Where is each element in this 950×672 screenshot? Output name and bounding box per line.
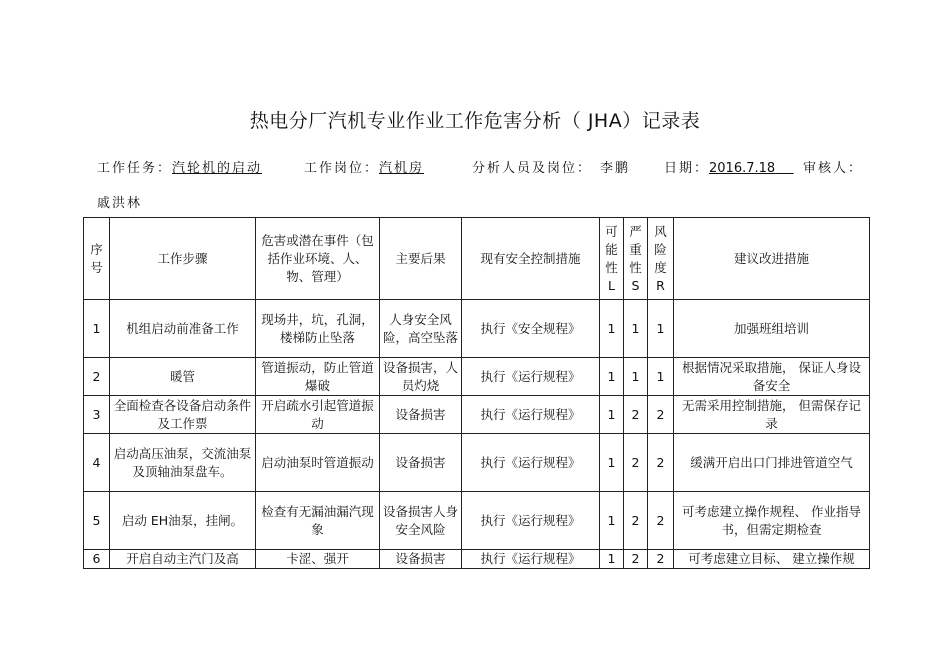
cell-likelihood: 1 (600, 358, 624, 396)
cell-consequence: 人身安全风险，高空坠落 (380, 300, 462, 358)
table-row (84, 492, 870, 550)
header-likelihood: 可能性L (600, 218, 624, 300)
cell-likelihood: 1 (600, 492, 624, 550)
cell-step: 启动高压油泵，交流油泵及顶轴油泵盘车。 (110, 434, 256, 492)
cell-hazard: 卡涩、强开 (256, 550, 380, 569)
cell-risk: 2 (648, 550, 674, 569)
table-row (84, 300, 870, 358)
task-label: 工作任务： (97, 161, 173, 176)
analyst-label: 分析人员及岗位： (472, 161, 593, 176)
cell-measures: 执行《运行规程》 (462, 396, 600, 434)
cell-seq: 2 (84, 358, 110, 396)
meta-analyst (472, 157, 630, 176)
cell-measures: 执行《运行规程》 (462, 492, 600, 550)
cell-seq: 4 (84, 434, 110, 492)
cell-suggest: 根据情况采取措施， 保证人身设备安全 (674, 358, 870, 396)
cell-severity: 2 (624, 396, 648, 434)
header-hazard: 危害或潜在事件（包括作业环境、人、物、管理） (256, 218, 380, 300)
header-step: 工作步骤 (110, 218, 256, 300)
date-value: 2016.7.18 (709, 161, 776, 176)
analyst-value: 李鹏 (600, 161, 631, 176)
date-label: 日期： (664, 161, 710, 176)
cell-suggest: 可考虑建立目标、 建立操作规 (674, 550, 870, 569)
cell-step: 开启自动主汽门及高 (110, 550, 256, 569)
cell-hazard: 管道振动，防止管道爆破 (256, 358, 380, 396)
header-severity: 严重性S (624, 218, 648, 300)
cell-seq: 6 (84, 550, 110, 569)
cell-suggest: 无需采用控制措施， 但需保存记录 (674, 396, 870, 434)
cell-severity: 1 (624, 358, 648, 396)
table-row (84, 396, 870, 434)
cell-seq: 1 (84, 300, 110, 358)
cell-consequence: 设备损害人身安全风险 (380, 492, 462, 550)
meta-task (97, 157, 262, 176)
meta-reviewer-label: 审核人： (803, 161, 864, 176)
cell-likelihood: 1 (600, 434, 624, 492)
cell-consequence: 设备损害，人员灼烧 (380, 358, 462, 396)
cell-consequence: 设备损害 (380, 434, 462, 492)
header-suggest: 建议改进措施 (674, 218, 870, 300)
post-label: 工作岗位： (304, 161, 380, 176)
cell-consequence: 设备损害 (380, 550, 462, 569)
cell-risk: 2 (648, 396, 674, 434)
cell-suggest: 加强班组培训 (674, 300, 870, 358)
cell-likelihood: 1 (600, 550, 624, 569)
header-measures: 现有安全控制措施 (462, 218, 600, 300)
cell-severity: 2 (624, 434, 648, 492)
cell-risk: 2 (648, 434, 674, 492)
cell-step: 机组启动前准备工作 (110, 300, 256, 358)
table-row (84, 358, 870, 396)
meta-post (304, 157, 424, 176)
cell-measures: 执行《运行规程》 (462, 550, 600, 569)
jha-table (83, 217, 870, 569)
cell-suggest: 可考虑建立操作规程、 作业指导书，但需定期检查 (674, 492, 870, 550)
cell-measures: 执行《安全规程》 (462, 300, 600, 358)
cell-likelihood: 1 (600, 396, 624, 434)
cell-hazard: 检查有无漏油漏汽现象 (256, 492, 380, 550)
cell-risk: 1 (648, 358, 674, 396)
cell-hazard: 启动油泵时管道振动 (256, 434, 380, 492)
cell-severity: 1 (624, 300, 648, 358)
header-consequence: 主要后果 (380, 218, 462, 300)
cell-severity: 2 (624, 492, 648, 550)
cell-seq: 5 (84, 492, 110, 550)
meta-reviewer-value: 戚洪林 (97, 196, 143, 211)
cell-seq: 3 (84, 396, 110, 434)
post-value: 汽机房 (379, 161, 425, 176)
table-row (84, 434, 870, 492)
cell-severity: 2 (624, 550, 648, 569)
cell-step: 全面检查各设备启动条件及工作票 (110, 396, 256, 434)
cell-suggest: 缓满开启出口门排进管道空气 (674, 434, 870, 492)
cell-likelihood: 1 (600, 300, 624, 358)
meta-date (664, 157, 794, 176)
document-title: 热电分厂汽机专业作业工作危害分析（ JHA）记录表 (249, 110, 701, 132)
header-seq: 序号 (84, 218, 110, 300)
cell-hazard: 开启疏水引起管道振动 (256, 396, 380, 434)
cell-risk: 1 (648, 300, 674, 358)
cell-measures: 执行《运行规程》 (462, 434, 600, 492)
task-value: 汽轮机的启动 (172, 161, 263, 176)
cell-step: 暖管 (110, 358, 256, 396)
cell-hazard: 现场井，坑，孔洞，楼梯防止坠落 (256, 300, 380, 358)
header-risk: 风险度R (648, 218, 674, 300)
cell-risk: 2 (648, 492, 674, 550)
cell-step: 启动 EH油泵，挂闸。 (110, 492, 256, 550)
table-header-row (84, 218, 870, 300)
table-row (84, 550, 870, 569)
cell-measures: 执行《运行规程》 (462, 358, 600, 396)
cell-consequence: 设备损害 (380, 396, 462, 434)
